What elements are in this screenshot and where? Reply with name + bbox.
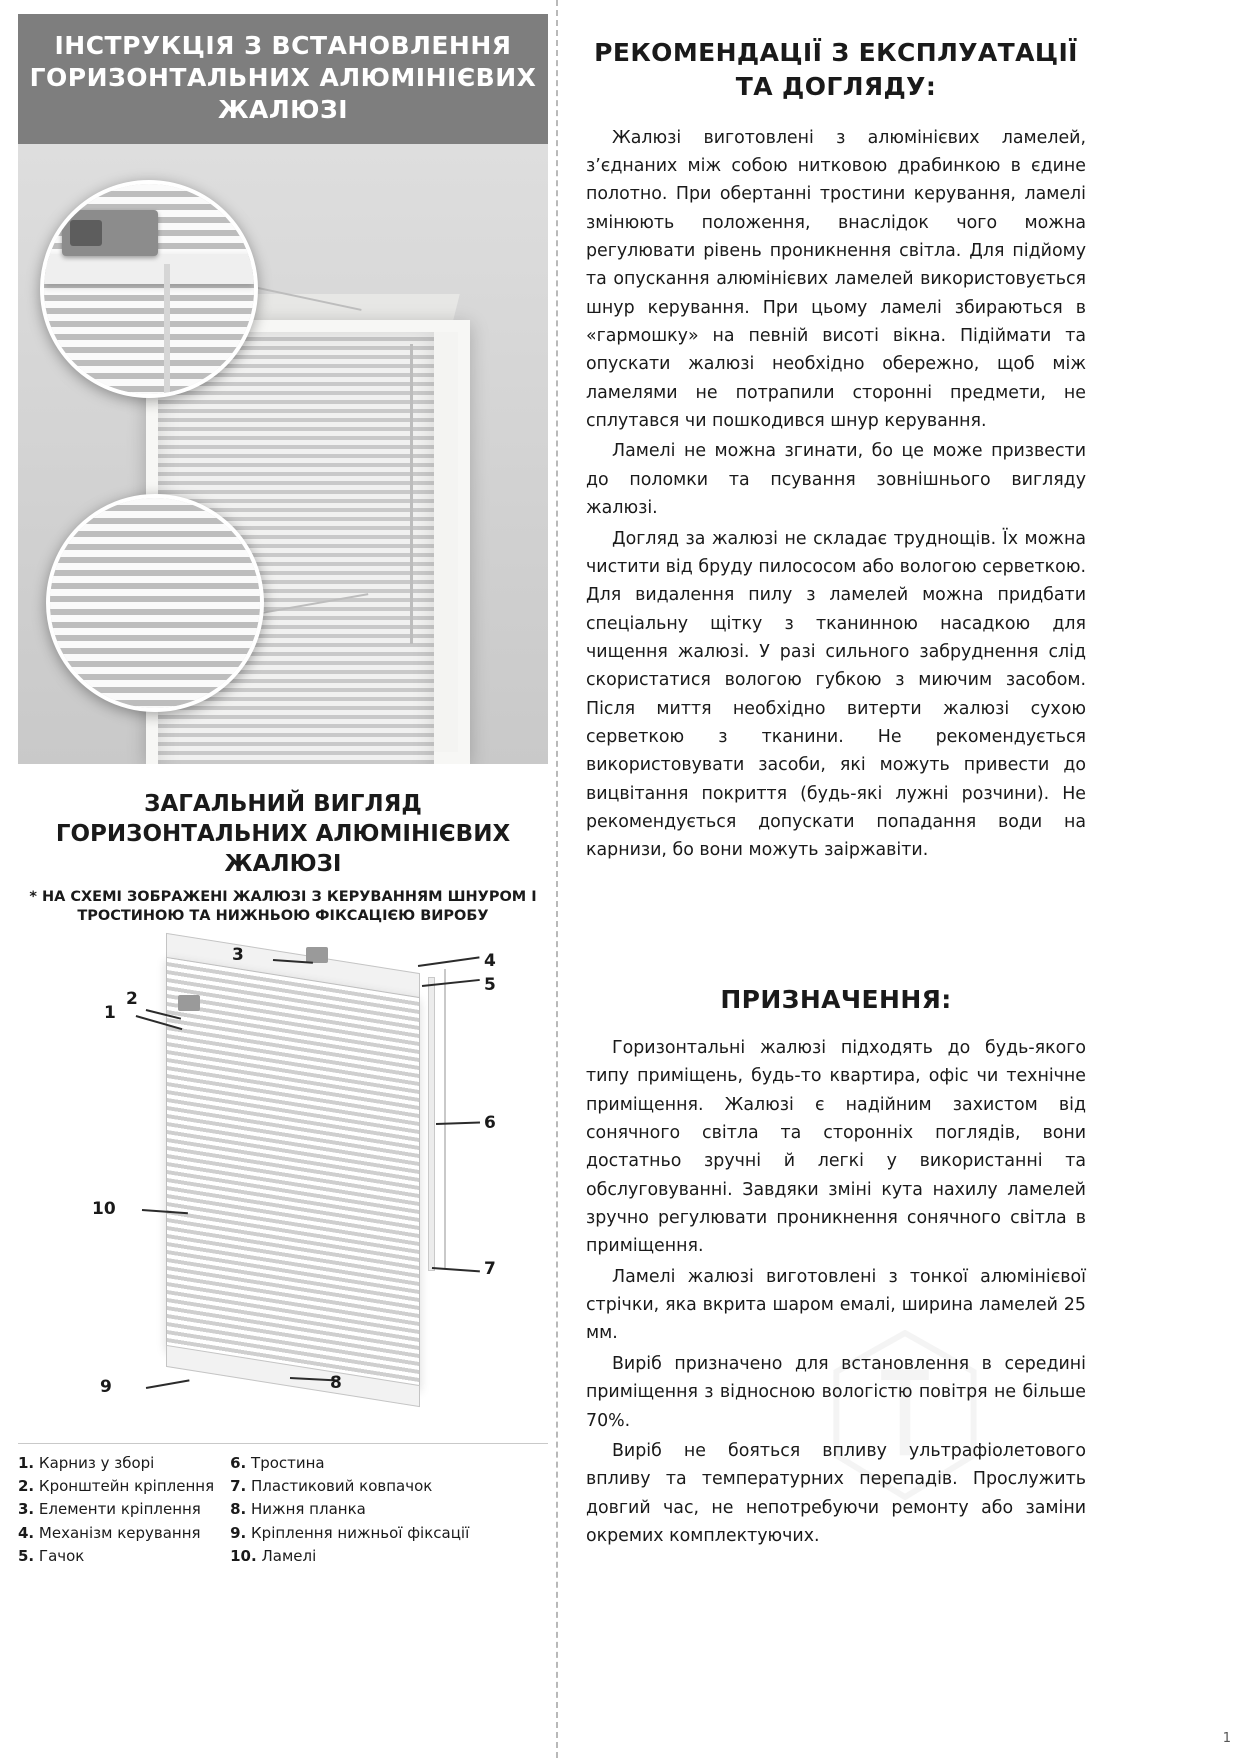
callout-line xyxy=(146,1379,190,1388)
callout-7: 7 xyxy=(484,1258,496,1279)
diagram-bracket xyxy=(306,947,328,963)
paragraph: Ламелі жалюзі виготовлені з тонкої алюмінієвої стрічки, яка вкрита шаром емалі, ширина ламелей 25 мм. xyxy=(586,1266,1086,1344)
list-item xyxy=(18,1522,214,1545)
list-item xyxy=(230,1475,469,1498)
legend-number: 9. xyxy=(230,1523,247,1542)
legend-number: 5. xyxy=(18,1546,35,1565)
legend-label: Кронштейн кріплення xyxy=(38,1477,215,1496)
legend-column-right xyxy=(230,1452,469,1568)
legend-label: Тростина xyxy=(251,1453,325,1472)
right-column xyxy=(586,36,1086,1552)
legend-label: Ламелі xyxy=(261,1546,317,1565)
section-heading-care: РЕКОМЕНДАЦІЇ З ЕКСПЛУАТАЦІЇ ТА ДОГЛЯДУ: xyxy=(594,38,1078,101)
legend xyxy=(18,1443,548,1568)
installation-photo xyxy=(18,144,548,764)
paragraph: Виріб не бояться впливу ультрафіолетового впливу та температурних перепадів. Прослужить довгий час, не непотребуючи ремонту або заміни окремих комплектуючих. xyxy=(586,1440,1086,1546)
column-divider xyxy=(556,0,559,1758)
list-item xyxy=(230,1545,469,1568)
callout-line xyxy=(432,1267,480,1272)
callout-6: 6 xyxy=(484,1112,496,1133)
photo-detail-bracket xyxy=(40,180,258,398)
legend-number: 3. xyxy=(18,1500,35,1519)
callout-9: 9 xyxy=(100,1376,112,1397)
detail-control-rod xyxy=(164,264,170,394)
detail-headrail xyxy=(44,254,254,284)
legend-number: 1. xyxy=(18,1453,35,1472)
list-item xyxy=(230,1498,469,1521)
legend-number: 7. xyxy=(230,1477,247,1496)
callout-1: 1 xyxy=(104,1002,116,1023)
diagram-control-rod xyxy=(428,977,435,1271)
paragraph: Виріб призначено для встановлення в середині приміщення з відносною вологістю повітря не більше 70%. xyxy=(586,1353,1086,1431)
diagram-bracket xyxy=(178,995,200,1011)
callout-3: 3 xyxy=(232,944,244,965)
legend-number: 8. xyxy=(230,1500,247,1519)
blind-diagram xyxy=(18,937,548,1437)
list-item xyxy=(230,1522,469,1545)
legend-number: 10. xyxy=(230,1546,257,1565)
legend-column-left xyxy=(18,1452,214,1568)
list-item xyxy=(18,1452,214,1475)
paragraph: Горизонтальні жалюзі підходять до будь-якого типу приміщень, будь-то квартира, офіс чи технічне приміщення. Жалюзі є надійним захистом від сонячного світла та сторонніх поглядів, вони достатньо зручні й легкі у використанні та обслуговуванні. Завдяки зміні кута нахилу ламелей зручно регулювати проникнення сонячного світла в приміщення. xyxy=(586,1037,1086,1257)
legend-number: 6. xyxy=(230,1453,247,1472)
general-view-note: * НА СХЕМІ ЗОБРАЖЕНІ ЖАЛЮЗІ З КЕРУВАННЯМ ШНУРОМ І ТРОСТИНОЮ ТА НИЖНЬОЮ ФІКСАЦІЄЮ ВИРОБУ xyxy=(29,888,537,925)
legend-label: Карниз у зборі xyxy=(38,1453,155,1472)
detail-bracket-clip xyxy=(62,210,158,256)
diagram-slats xyxy=(166,957,420,1389)
list-item xyxy=(230,1452,469,1475)
section-body-purpose xyxy=(586,1034,1086,1550)
diagram-control-cord xyxy=(444,969,446,1269)
legend-number: 4. xyxy=(18,1523,35,1542)
callout-line xyxy=(418,956,480,966)
legend-number: 2. xyxy=(18,1477,35,1496)
legend-label: Нижня планка xyxy=(251,1500,366,1519)
left-column xyxy=(18,14,548,1568)
paragraph: Догляд за жалюзі не складає труднощів. Їх можна чистити від бруду пилососом або вологою серветкою. Для видалення пилу з ламелей можна придбати спеціальну щітку з тканинною насадкою для чищення жалюзі. У разі сильного забруднення слід скористатися вологою губкою з миючим засобом. Після миття необхідно витерти жалюзі сухою серветкою з тканини. Не рекомендується використовувати засоби, які можуть привести до вицвітання покриття (будь-які лужні розчини). Не рекомендується допускати попадання води на карнизи, бо вони можуть заіржавіти. xyxy=(586,528,1086,861)
section-body-care xyxy=(586,124,1086,865)
page-title: ІНСТРУКЦІЯ З ВСТАНОВЛЕННЯ ГОРИЗОНТАЛЬНИХ АЛЮМІНІЄВИХ ЖАЛЮЗІ xyxy=(18,14,548,144)
legend-label: Пластиковий ковпачок xyxy=(251,1477,433,1496)
detail-slats xyxy=(50,498,260,708)
legend-label: Елементи кріплення xyxy=(38,1500,201,1519)
callout-5: 5 xyxy=(484,974,496,995)
callout-10: 10 xyxy=(92,1198,116,1219)
legend-label: Гачок xyxy=(38,1546,85,1565)
callout-line xyxy=(436,1121,480,1124)
legend-label: Механізм керування xyxy=(38,1523,201,1542)
paragraph: Ламелі не можна згинати, бо це може призвести до поломки та псування зовнішнього вигляду жалюзі. xyxy=(586,441,1086,519)
legend-label: Кріплення нижньої фіксації xyxy=(251,1523,470,1542)
photo-control-cord xyxy=(410,344,413,644)
list-item xyxy=(18,1498,214,1521)
photo-detail-slats xyxy=(46,494,264,712)
paragraph: Жалюзі виготовлені з алюмінієвих ламелей, з’єднаних між собою нитковою драбинкою в єдине полотно. При обертанні тростини керування, ламелі змінюють положення, внаслідок чого можна регулювати рівень проникнення світла. Для підйому та опускання алюмінієвих ламелей використовується шнур керування. При цьому ламелі збираються в «гармошку» на певній висоті вікна. Підіймати та опускати жалюзі необхідно обережно, щоб між ламелями не потрапили сторонні предмети, не сплутався чи пошкодився шнур керування. xyxy=(586,127,1086,432)
list-item xyxy=(18,1475,214,1498)
list-item xyxy=(18,1545,214,1568)
general-view-title: ЗАГАЛЬНИЙ ВИГЛЯД ГОРИЗОНТАЛЬНИХ АЛЮМІНІЄВИХ ЖАЛЮЗІ xyxy=(55,791,511,877)
section-heading-purpose: ПРИЗНАЧЕННЯ: xyxy=(720,984,952,1014)
callout-2: 2 xyxy=(126,988,138,1009)
callout-8: 8 xyxy=(330,1372,342,1393)
page-number: 1 xyxy=(1222,1731,1231,1746)
callout-4: 4 xyxy=(484,950,496,971)
